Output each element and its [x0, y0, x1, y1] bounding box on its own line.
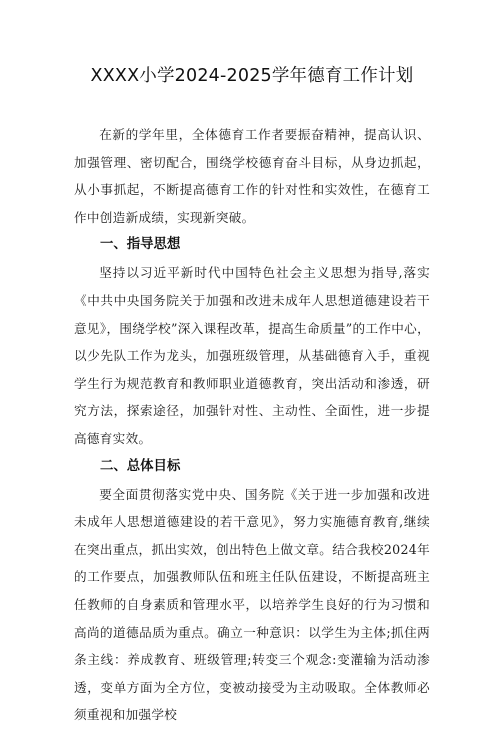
- document-title: XXXX小学2024-2025学年德育工作计划: [90, 66, 414, 86]
- section-heading-guiding-ideology: 一、指导思想: [100, 237, 181, 253]
- section-body-guiding-ideology: 坚持以习近平新时代中国特色社会主义思想为指导,落实《中共中央国务院关于加强和改进未成年人思想道德建设若干意见》，围绕学校”深入课程改革，提高生命质量”的工作中心，以少先队工作为龙头，加强班级管理，从基础德育入手，重视学生行为规范教育和教师职业道德教育，突出活动和渗透，研究方法，探索途径，加强针对性、主动性、全面性，进一步提高德育实效。: [74, 265, 430, 446]
- section-heading-overall-goals: 二、总体目标: [100, 458, 181, 474]
- intro-paragraph: 在新的学年里，全体德育工作者要振奋精神，提高认识、加强管理、密切配合，围绕学校德育奋斗目标，从身边抓起，从小事抓起，不断提高德育工作的针对性和实效性，在德育工作中创造新成绩，实现新突破。: [74, 127, 430, 225]
- section-body-overall-goals: 要全面贯彻落实党中央、国务院《关于进一步加强和改进未成年人思想道德建设的若干意见》，努力实施德育教育,继续在突出重点，抓出实效，创出特色上做文章。结合我校2024年的工作要点，加强教师队伍和班主任队伍建设，不断提高班主任教师的自身素质和管理水平，以培养学生良好的行为习惯和高尚的道德品质为重点。确立一种意识：以学生为主体;抓住两条主线：养成教育、班级管理;转变三个观念:变灌输为活动渗透，变单方面为全方位，变被动接受为主动吸取。全体教师必须重视和加强学校: [74, 486, 430, 723]
